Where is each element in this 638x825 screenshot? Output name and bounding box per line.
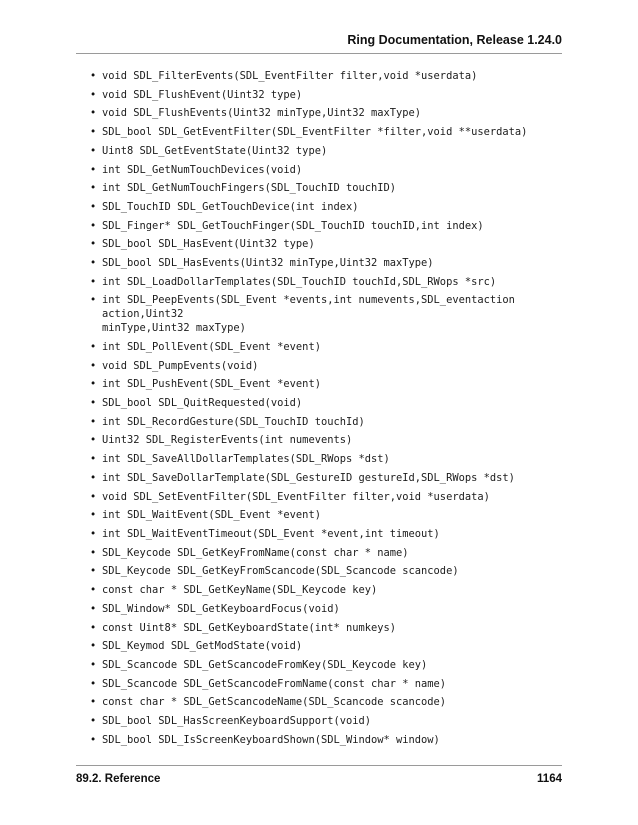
function-signature: SDL_bool SDL_QuitRequested(void) bbox=[102, 397, 303, 410]
footer-section-title: 89.2. Reference bbox=[76, 773, 161, 785]
list-item bbox=[90, 472, 560, 486]
function-signature: int SDL_PollEvent(SDL_Event *event) bbox=[102, 340, 321, 353]
bullet-icon: • bbox=[90, 453, 97, 466]
list-item bbox=[90, 276, 560, 290]
list-item bbox=[90, 603, 560, 617]
bullet-icon: • bbox=[90, 238, 97, 251]
bullet-icon: • bbox=[90, 602, 97, 615]
function-signature: SDL_Window* SDL_GetKeyboardFocus(void) bbox=[102, 602, 340, 615]
list-item bbox=[90, 659, 560, 673]
bullet-icon: • bbox=[90, 715, 97, 728]
list-item bbox=[90, 547, 560, 561]
function-signature: int SDL_LoadDollarTemplates(SDL_TouchID touchId,SDL_RWops *src) bbox=[102, 275, 497, 288]
function-signature: void SDL_FlushEvents(Uint32 minType,Uint32 maxType) bbox=[102, 107, 422, 120]
running-header-title: Ring Documentation, Release 1.24.0 bbox=[347, 33, 562, 47]
list-item bbox=[90, 294, 560, 336]
function-signature: void SDL_SetEventFilter(SDL_EventFilter filter,void *userdata) bbox=[102, 490, 490, 503]
list-item bbox=[90, 341, 560, 355]
bullet-icon: • bbox=[90, 257, 97, 270]
list-item bbox=[90, 622, 560, 636]
list-item bbox=[90, 528, 560, 542]
list-item bbox=[90, 640, 560, 654]
list-item bbox=[90, 89, 560, 103]
function-signature: SDL_Scancode SDL_GetScancodeFromName(const char * name) bbox=[102, 677, 447, 690]
bullet-icon: • bbox=[90, 640, 97, 653]
bullet-icon: • bbox=[90, 527, 97, 540]
list-item bbox=[90, 397, 560, 411]
bullet-icon: • bbox=[90, 471, 97, 484]
list-item bbox=[90, 238, 560, 252]
list-item bbox=[90, 220, 560, 234]
list-item bbox=[90, 416, 560, 430]
function-signature: SDL_TouchID SDL_GetTouchDevice(int index) bbox=[102, 200, 359, 213]
function-signature: SDL_bool SDL_HasScreenKeyboardSupport(void) bbox=[102, 715, 371, 728]
function-signature: int SDL_PushEvent(SDL_Event *event) bbox=[102, 378, 321, 391]
function-signature: SDL_bool SDL_IsScreenKeyboardShown(SDL_Window* window) bbox=[102, 733, 440, 746]
function-signature: SDL_Keycode SDL_GetKeyFromName(const char * name) bbox=[102, 546, 409, 559]
bullet-icon: • bbox=[90, 219, 97, 232]
bullet-icon: • bbox=[90, 509, 97, 522]
function-signature: int SDL_GetNumTouchDevices(void) bbox=[102, 163, 303, 176]
list-item bbox=[90, 70, 560, 84]
page-number: 1164 bbox=[537, 773, 562, 785]
function-signature: const char * SDL_GetScancodeName(SDL_Scancode scancode) bbox=[102, 696, 447, 709]
function-signature: SDL_Scancode SDL_GetScancodeFromKey(SDL_Keycode key) bbox=[102, 658, 428, 671]
bullet-icon: • bbox=[90, 107, 97, 120]
bullet-icon: • bbox=[90, 565, 97, 578]
function-signature: void SDL_PumpEvents(void) bbox=[102, 359, 259, 372]
bullet-icon: • bbox=[90, 397, 97, 410]
bullet-icon: • bbox=[90, 621, 97, 634]
function-signature: int SDL_SaveDollarTemplate(SDL_GestureID gestureId,SDL_RWops *dst) bbox=[102, 471, 515, 484]
function-signature: Uint32 SDL_RegisterEvents(int numevents) bbox=[102, 434, 353, 447]
function-signature: const Uint8* SDL_GetKeyboardState(int* numkeys) bbox=[102, 621, 397, 634]
list-item bbox=[90, 509, 560, 523]
bullet-icon: • bbox=[90, 275, 97, 288]
bullet-icon: • bbox=[90, 546, 97, 559]
bullet-icon: • bbox=[90, 144, 97, 157]
list-item bbox=[90, 734, 560, 748]
list-item bbox=[90, 696, 560, 710]
bullet-icon: • bbox=[90, 490, 97, 503]
function-signature: SDL_bool SDL_HasEvent(Uint32 type) bbox=[102, 238, 315, 251]
bullet-icon: • bbox=[90, 88, 97, 101]
function-signature: Uint8 SDL_GetEventState(Uint32 type) bbox=[102, 144, 328, 157]
bullet-icon: • bbox=[90, 70, 97, 82]
list-item bbox=[90, 678, 560, 692]
list-item bbox=[90, 126, 560, 140]
list-item bbox=[90, 145, 560, 159]
function-signature: const char * SDL_GetKeyName(SDL_Keycode key) bbox=[102, 584, 378, 597]
list-item bbox=[90, 715, 560, 729]
bullet-icon: • bbox=[90, 584, 97, 597]
function-signature: SDL_bool SDL_GetEventFilter(SDL_EventFilter *filter,void **userdata) bbox=[102, 126, 528, 139]
function-signature: SDL_Keymod SDL_GetModState(void) bbox=[102, 640, 303, 653]
bullet-icon: • bbox=[90, 378, 97, 391]
footer-divider bbox=[76, 765, 562, 766]
function-signature: int SDL_SaveAllDollarTemplates(SDL_RWops *dst) bbox=[102, 453, 390, 466]
list-item bbox=[90, 565, 560, 579]
list-item bbox=[90, 453, 560, 467]
function-signature: int SDL_WaitEventTimeout(SDL_Event *event,int timeout) bbox=[102, 527, 440, 540]
function-signature: SDL_Keycode SDL_GetKeyFromScancode(SDL_Scancode scancode) bbox=[102, 565, 459, 578]
bullet-icon: • bbox=[90, 163, 97, 176]
list-item bbox=[90, 164, 560, 178]
list-item bbox=[90, 201, 560, 215]
bullet-icon: • bbox=[90, 677, 97, 690]
function-signature: SDL_Finger* SDL_GetTouchFinger(SDL_TouchID touchID,int index) bbox=[102, 219, 484, 232]
bullet-icon: • bbox=[90, 126, 97, 139]
bullet-icon: • bbox=[90, 200, 97, 213]
bullet-icon: • bbox=[90, 658, 97, 671]
list-item bbox=[90, 434, 560, 448]
bullet-icon: • bbox=[90, 359, 97, 372]
function-signature: int SDL_RecordGesture(SDL_TouchID touchId) bbox=[102, 415, 365, 428]
function-signature-list bbox=[90, 70, 560, 752]
bullet-icon: • bbox=[90, 182, 97, 195]
bullet-icon: • bbox=[90, 434, 97, 447]
list-item bbox=[90, 107, 560, 121]
list-item bbox=[90, 584, 560, 598]
function-signature: int SDL_WaitEvent(SDL_Event *event) bbox=[102, 509, 321, 522]
bullet-icon: • bbox=[90, 340, 97, 353]
function-signature: void SDL_FlushEvent(Uint32 type) bbox=[102, 88, 303, 101]
list-item bbox=[90, 182, 560, 196]
list-item bbox=[90, 491, 560, 505]
list-item bbox=[90, 378, 560, 392]
function-signature: int SDL_PeepEvents(SDL_Event *events,int numevents,SDL_eventaction action,Uint32 minType,Uint32 maxType) bbox=[102, 294, 515, 335]
bullet-icon: • bbox=[90, 415, 97, 428]
list-item bbox=[90, 360, 560, 374]
function-signature: void SDL_FilterEvents(SDL_EventFilter filter,void *userdata) bbox=[102, 70, 478, 82]
function-signature: SDL_bool SDL_HasEvents(Uint32 minType,Uint32 maxType) bbox=[102, 257, 434, 270]
bullet-icon: • bbox=[90, 696, 97, 709]
header-divider bbox=[76, 53, 562, 54]
function-signature: int SDL_GetNumTouchFingers(SDL_TouchID touchID) bbox=[102, 182, 397, 195]
bullet-icon: • bbox=[90, 294, 97, 307]
list-item bbox=[90, 257, 560, 271]
bullet-icon: • bbox=[90, 733, 97, 746]
